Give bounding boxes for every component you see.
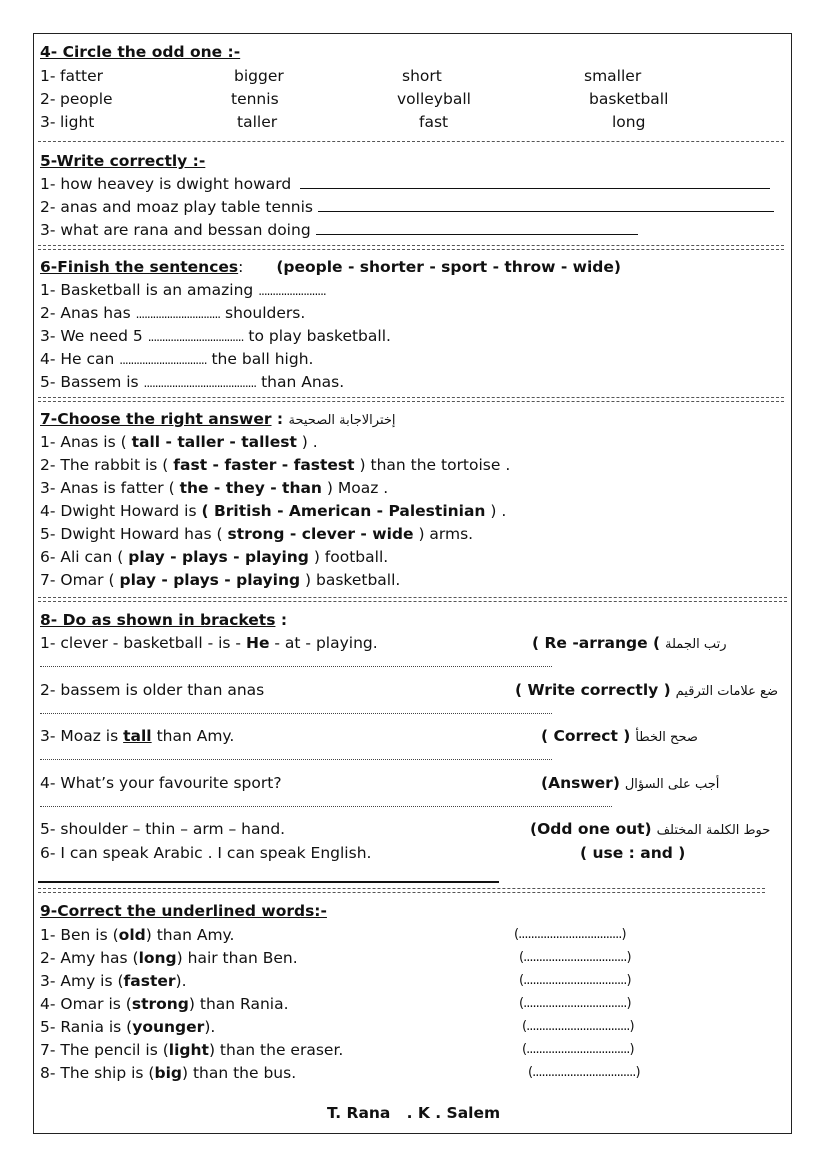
item-text: 3- what are rana and bessan doing xyxy=(40,221,311,239)
word-bank: (people - shorter - sport - throw - wide) xyxy=(276,258,621,276)
item-text: 3- Amy is ( xyxy=(40,972,124,990)
brackets-item xyxy=(40,773,282,793)
option-word[interactable]: smaller xyxy=(584,67,642,85)
item-text-end: ) hair than Ben. xyxy=(176,949,298,967)
choose-item xyxy=(40,432,318,452)
answer-line[interactable] xyxy=(40,666,552,667)
section-7-header xyxy=(40,409,396,431)
answer-line[interactable] xyxy=(300,174,770,189)
sentence-end: ) arms. xyxy=(418,525,474,543)
section-divider xyxy=(38,597,787,602)
section-7-title: 7-Choose the right answer xyxy=(40,410,272,428)
target-word: old xyxy=(118,926,146,944)
option-word[interactable]: light xyxy=(60,113,95,131)
sentence-end: the ball high. xyxy=(211,350,314,368)
sentence-start: 3- We need 5 xyxy=(40,327,143,345)
brackets-item xyxy=(40,843,371,863)
item-text-end: - at - playing. xyxy=(274,634,378,652)
answer-line[interactable] xyxy=(316,220,638,235)
correct-item xyxy=(40,1063,296,1083)
answer-options[interactable]: fast - faster - fastest xyxy=(173,456,355,474)
author-signature: T. Rana . K . Salem xyxy=(327,1104,501,1122)
instruction xyxy=(580,843,685,863)
sentence-start: 6- Ali can ( xyxy=(40,548,124,566)
finish-sentence-item xyxy=(40,326,391,347)
choose-item xyxy=(40,478,388,498)
instruction xyxy=(532,633,727,655)
sentence-end: ) Moaz . xyxy=(326,479,389,497)
correct-item xyxy=(40,925,234,945)
row-number: 3- xyxy=(40,113,56,131)
answer-blank[interactable]: ........................................ xyxy=(143,376,257,390)
option-word[interactable]: tennis xyxy=(231,90,279,108)
brackets-item xyxy=(40,819,285,839)
brackets-item xyxy=(40,633,378,653)
answer-blank[interactable]: .............................. xyxy=(135,307,221,321)
sentence-end: ) . xyxy=(301,433,318,451)
finish-sentence-item xyxy=(40,349,313,370)
item-text: 2- bassem is older than anas xyxy=(40,681,265,699)
answer-blank[interactable]: (.................................) xyxy=(514,927,626,942)
answer-options[interactable]: play - plays - playing xyxy=(119,571,301,589)
section-6-title: 6-Finish the sentences xyxy=(40,258,239,276)
section-divider xyxy=(38,888,765,893)
write-correctly-item xyxy=(40,197,774,217)
answer-options[interactable]: the - they - than xyxy=(179,479,322,497)
finish-sentence-item xyxy=(40,303,305,324)
choose-item xyxy=(40,455,510,475)
answer-options[interactable]: ( British - American - Palestinian xyxy=(201,502,486,520)
answer-line[interactable] xyxy=(38,881,499,883)
item-text: 5- shoulder – thin – arm – hand. xyxy=(40,820,286,838)
sentence-end: to play basketball. xyxy=(248,327,391,345)
item-text-end: ) than the bus. xyxy=(181,1064,297,1082)
instruction xyxy=(530,819,770,841)
target-word: faster xyxy=(123,972,176,990)
item-text: 8- The ship is ( xyxy=(40,1064,155,1082)
item-text: 2- Amy has ( xyxy=(40,949,139,967)
row-number: 2- xyxy=(40,90,56,108)
sentence-start: 2- Anas has xyxy=(40,304,131,322)
instruction-en: (Answer) xyxy=(541,774,620,792)
instruction-ar: حوط الكلمة المختلف xyxy=(656,823,771,838)
item-text-end: ) than Rania. xyxy=(188,995,289,1013)
answer-blank[interactable]: .................................. xyxy=(147,330,244,344)
section-9-title: 9-Correct the underlined words:- xyxy=(40,902,327,920)
answer-blank[interactable]: (.................................) xyxy=(519,973,631,988)
option-word[interactable]: volleyball xyxy=(397,90,471,108)
instruction-ar: رتب الجملة xyxy=(665,637,727,652)
answer-options[interactable]: strong - clever - wide xyxy=(227,525,414,543)
option-word[interactable]: bigger xyxy=(234,67,284,85)
sentence-start: 2- The rabbit is ( xyxy=(40,456,169,474)
sentence-end: than Anas. xyxy=(261,373,345,391)
answer-blank[interactable]: (.................................) xyxy=(528,1065,640,1080)
write-correctly-item xyxy=(40,220,638,240)
sentence-start: 1- Anas is ( xyxy=(40,433,127,451)
instruction xyxy=(541,726,698,748)
option-word[interactable]: long xyxy=(612,113,646,131)
answer-line[interactable] xyxy=(40,713,552,714)
sentence-start: 1- Basketball is an amazing xyxy=(40,281,254,299)
item-text-end: ) than Amy. xyxy=(145,926,235,944)
finish-sentence-item xyxy=(40,372,344,393)
instruction-ar: ضع علامات الترقيم xyxy=(675,684,779,699)
item-bold-word: He xyxy=(245,634,270,652)
answer-options[interactable]: play - plays - playing xyxy=(128,548,309,566)
correct-item xyxy=(40,994,289,1014)
sentence-start: 5- Dwight Howard has ( xyxy=(40,525,223,543)
target-word: big xyxy=(154,1064,182,1082)
finish-sentence-item xyxy=(40,280,326,301)
answer-blank[interactable]: (.................................) xyxy=(519,950,631,965)
brackets-item xyxy=(40,726,234,746)
option-word[interactable]: people xyxy=(60,90,113,108)
section-4-title: 4- Circle the odd one :- xyxy=(40,43,241,61)
colon: : xyxy=(275,611,288,629)
sentence-start: 3- Anas is fatter ( xyxy=(40,479,175,497)
item-text-end: ). xyxy=(204,1018,216,1036)
sentence-start: 4- Dwight Howard is xyxy=(40,502,197,520)
target-word: strong xyxy=(131,995,189,1013)
option-word[interactable]: short xyxy=(402,67,442,85)
sentence-start: 4- He can xyxy=(40,350,115,368)
instruction-en: ( use : and ) xyxy=(580,844,686,862)
choose-item xyxy=(40,570,400,590)
section-divider xyxy=(38,141,784,142)
answer-blank[interactable]: ............................... xyxy=(119,353,207,367)
choose-item xyxy=(40,524,473,544)
answer-line[interactable] xyxy=(40,806,612,807)
sentence-start: 5- Bassem is xyxy=(40,373,139,391)
choose-item xyxy=(40,547,388,567)
answer-options[interactable]: tall - taller - tallest xyxy=(131,433,297,451)
instruction xyxy=(541,773,719,795)
section-8-header xyxy=(40,610,287,630)
correct-item xyxy=(40,1017,215,1037)
colon: : xyxy=(238,258,244,276)
item-text: 1- clever - basketball - is - xyxy=(40,634,242,652)
instruction-en: (Odd one out) xyxy=(530,820,652,838)
option-word[interactable]: taller xyxy=(237,113,278,131)
instruction-en: ( Re -arrange ( xyxy=(532,634,661,652)
choose-item xyxy=(40,501,506,521)
sentence-end: ) . xyxy=(490,502,507,520)
item-text: 5- Rania is ( xyxy=(40,1018,133,1036)
correct-item xyxy=(40,971,187,991)
item-text-end: ). xyxy=(175,972,187,990)
item-text: 1- how heavey is dwight howard xyxy=(40,175,292,193)
instruction-ar: صحح الخطأ xyxy=(635,730,698,745)
item-text: 4- What’s your favourite sport? xyxy=(40,774,282,792)
answer-line[interactable] xyxy=(40,759,552,760)
item-text: 7- The pencil is ( xyxy=(40,1041,169,1059)
colon: : xyxy=(271,410,289,428)
option-word[interactable]: fast xyxy=(419,113,449,131)
item-text-end: than Amy. xyxy=(156,727,235,745)
answer-line[interactable] xyxy=(318,197,774,212)
brackets-item xyxy=(40,680,264,700)
write-correctly-item xyxy=(40,174,770,194)
section-divider xyxy=(38,245,784,250)
answer-blank[interactable]: (.................................) xyxy=(522,1042,634,1057)
sentence-end: ) basketball. xyxy=(305,571,401,589)
sentence-start: 7- Omar ( xyxy=(40,571,115,589)
item-text-end: ) than the eraser. xyxy=(208,1041,344,1059)
row-number: 1- xyxy=(40,67,56,85)
item-text: 1- Ben is ( xyxy=(40,926,119,944)
target-word: long xyxy=(138,949,177,967)
section-7-title-arabic: إخترالاجابة الصحيحة xyxy=(288,413,396,428)
item-text: 6- I can speak Arabic . I can speak English. xyxy=(40,844,372,862)
sentence-end: ) than the tortoise . xyxy=(359,456,511,474)
instruction xyxy=(515,680,778,702)
section-6-header xyxy=(40,257,621,277)
instruction-en: ( Write correctly ) xyxy=(515,681,671,699)
instruction-en: ( Correct ) xyxy=(541,727,631,745)
answer-blank[interactable]: (.................................) xyxy=(522,1019,634,1034)
target-word: younger xyxy=(132,1018,205,1036)
item-text: 2- anas and moaz play table tennis xyxy=(40,198,314,216)
underlined-word: tall xyxy=(123,727,152,745)
item-text: 4- Omar is ( xyxy=(40,995,132,1013)
sentence-end: shoulders. xyxy=(225,304,306,322)
answer-blank[interactable]: ........................ xyxy=(258,284,326,298)
section-5-title: 5-Write correctly :- xyxy=(40,152,206,170)
item-text: 3- Moaz is xyxy=(40,727,119,745)
instruction-ar: أجب على السؤال xyxy=(624,777,720,792)
section-divider xyxy=(38,397,784,402)
option-word[interactable]: fatter xyxy=(60,67,104,85)
correct-item xyxy=(40,1040,343,1060)
target-word: light xyxy=(168,1041,209,1059)
answer-blank[interactable]: (.................................) xyxy=(519,996,631,1011)
option-word[interactable]: basketball xyxy=(589,90,669,108)
sentence-end: ) football. xyxy=(313,548,389,566)
section-8-title: 8- Do as shown in brackets xyxy=(40,611,276,629)
correct-item xyxy=(40,948,298,968)
